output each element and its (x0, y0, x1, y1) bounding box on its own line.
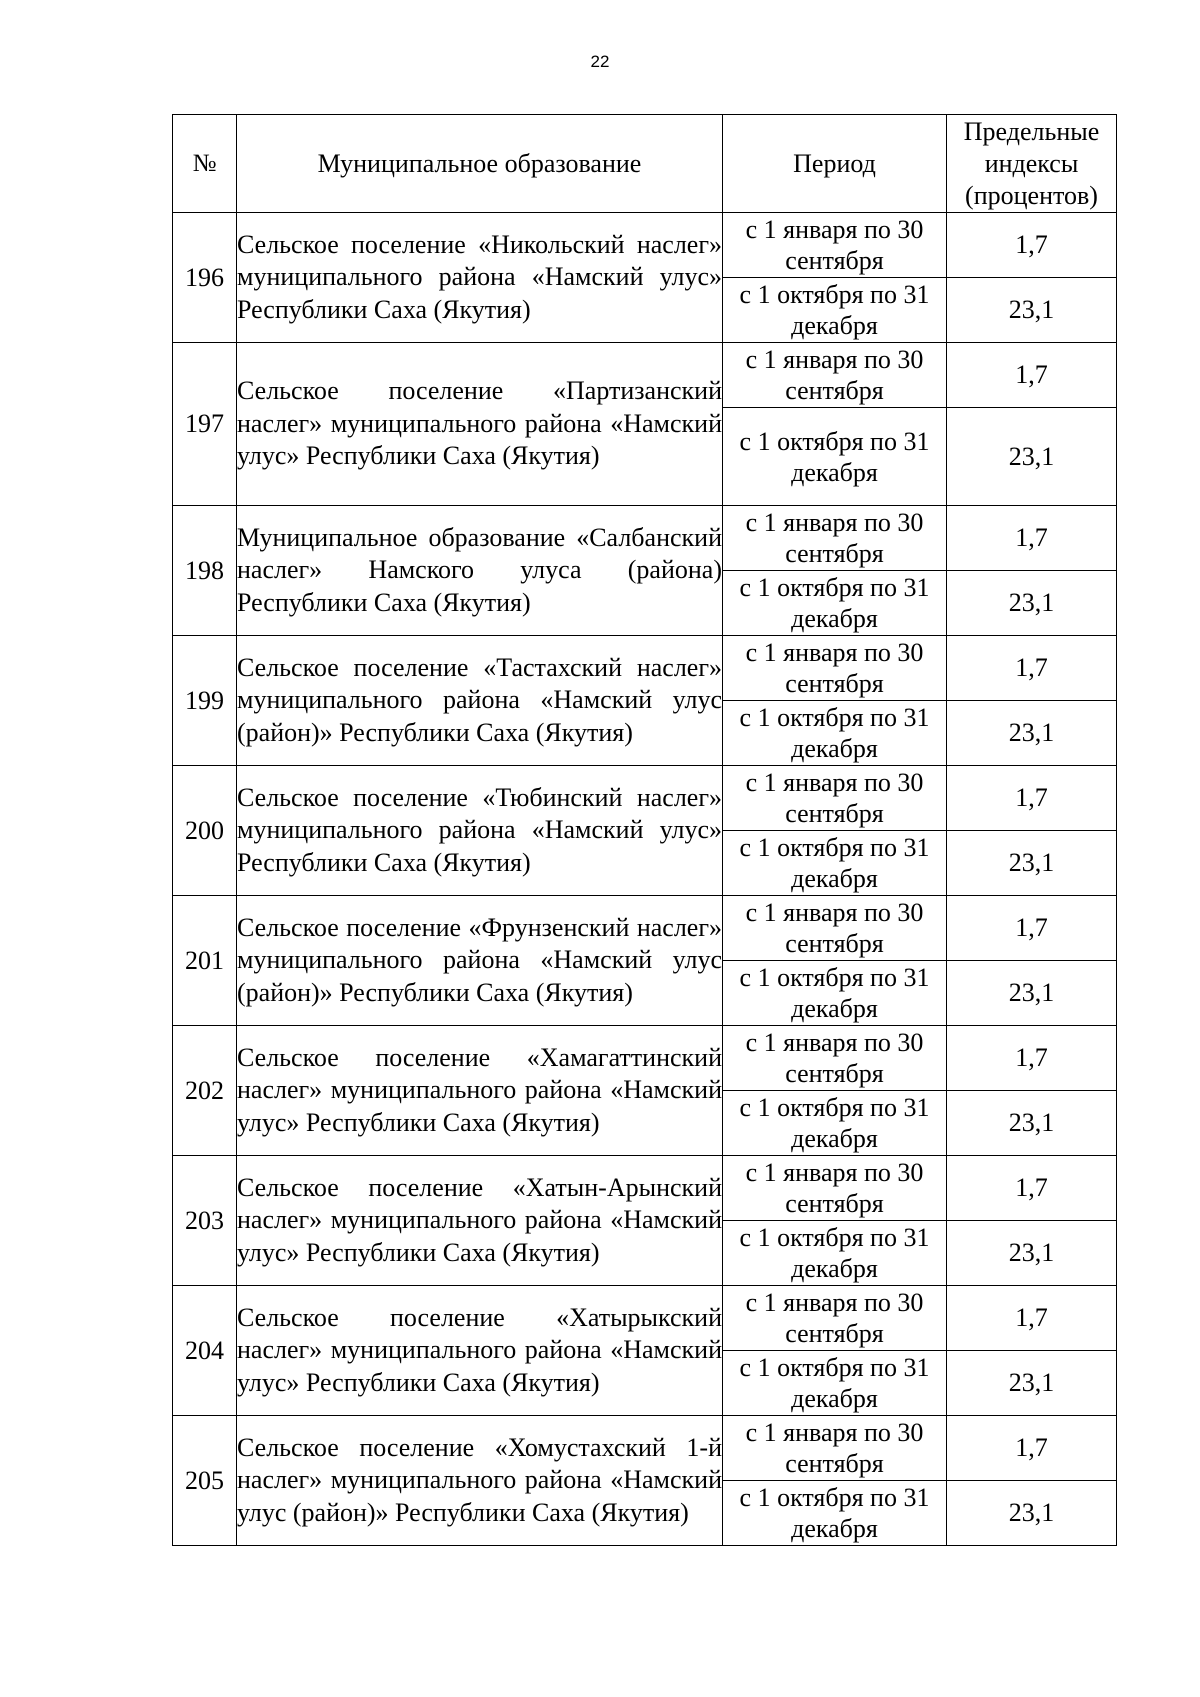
row-number: 198 (173, 506, 237, 636)
row-period: с 1 января по 30 сентября (723, 1286, 947, 1351)
row-index: 23,1 (947, 701, 1117, 766)
row-number: 205 (173, 1416, 237, 1546)
row-municipality: Сельское поселение «Фрунзенский наслег» муниципального района «Намский улус (район)» Республики Саха (Якутия) (237, 896, 723, 1026)
row-period: с 1 октября по 31 декабря (723, 1351, 947, 1416)
row-index: 23,1 (947, 961, 1117, 1026)
row-number: 202 (173, 1026, 237, 1156)
table-row (173, 1416, 1117, 1481)
row-municipality: Сельское поселение «Партизанский наслег» муниципального района «Намский улус» Республики Саха (Якутия) (237, 343, 723, 506)
row-period: с 1 октября по 31 декабря (723, 961, 947, 1026)
row-period: с 1 октября по 31 декабря (723, 408, 947, 506)
header-period: Период (723, 115, 947, 213)
row-index: 1,7 (947, 1026, 1117, 1091)
row-period: с 1 января по 30 сентября (723, 896, 947, 961)
row-index: 1,7 (947, 1286, 1117, 1351)
row-municipality: Сельское поселение «Хомустахский 1-й наслег» муниципального района «Намский улус (район)» Республики Саха (Якутия) (237, 1416, 723, 1546)
table-row (173, 1286, 1117, 1351)
row-period: с 1 октября по 31 декабря (723, 701, 947, 766)
row-municipality: Муниципальное образование «Салбанский наслег» Намского улуса (района) Республики Саха (Якутия) (237, 506, 723, 636)
row-index: 1,7 (947, 896, 1117, 961)
row-period: с 1 октября по 31 декабря (723, 571, 947, 636)
row-period: с 1 января по 30 сентября (723, 1026, 947, 1091)
row-index: 23,1 (947, 1221, 1117, 1286)
row-index: 23,1 (947, 571, 1117, 636)
row-index: 1,7 (947, 1156, 1117, 1221)
row-number: 201 (173, 896, 237, 1026)
row-municipality: Сельское поселение «Тюбинский наслег» муниципального района «Намский улус» Республики Саха (Якутия) (237, 766, 723, 896)
row-index: 1,7 (947, 1416, 1117, 1481)
table-row (173, 636, 1117, 701)
row-period: с 1 октября по 31 декабря (723, 1481, 947, 1546)
row-index: 23,1 (947, 831, 1117, 896)
row-number: 200 (173, 766, 237, 896)
row-number: 197 (173, 343, 237, 506)
table-row (173, 896, 1117, 961)
row-period: с 1 октября по 31 декабря (723, 1091, 947, 1156)
row-index: 23,1 (947, 408, 1117, 506)
page-number: 22 (590, 52, 610, 71)
row-index: 23,1 (947, 1351, 1117, 1416)
row-municipality: Сельское поселение «Тастахский наслег» муниципального района «Намский улус (район)» Республики Саха (Якутия) (237, 636, 723, 766)
header-municipality: Муниципальное образование (237, 115, 723, 213)
row-municipality: Сельское поселение «Хатын-Арынский наслег» муниципального района «Намский улус» Республики Саха (Якутия) (237, 1156, 723, 1286)
row-municipality: Сельское поселение «Хамагаттинский наслег» муниципального района «Намский улус» Республики Саха (Якутия) (237, 1026, 723, 1156)
row-index: 23,1 (947, 1481, 1117, 1546)
header-number: № (173, 115, 237, 213)
row-index: 1,7 (947, 636, 1117, 701)
row-period: с 1 января по 30 сентября (723, 636, 947, 701)
row-period: с 1 января по 30 сентября (723, 506, 947, 571)
table-row (173, 506, 1117, 571)
row-period: с 1 января по 30 сентября (723, 1156, 947, 1221)
row-period: с 1 января по 30 сентября (723, 213, 947, 278)
row-index: 1,7 (947, 506, 1117, 571)
table-row (173, 1156, 1117, 1221)
row-number: 196 (173, 213, 237, 343)
row-index: 1,7 (947, 766, 1117, 831)
row-period: с 1 января по 30 сентября (723, 766, 947, 831)
row-municipality: Сельское поселение «Хатырыкский наслег» муниципального района «Намский улус» Республики Саха (Якутия) (237, 1286, 723, 1416)
row-period: с 1 октября по 31 декабря (723, 1221, 947, 1286)
tariff-index-table (172, 114, 1117, 1546)
row-municipality: Сельское поселение «Никольский наслег» муниципального района «Намский улус» Республики Саха (Якутия) (237, 213, 723, 343)
row-index: 1,7 (947, 343, 1117, 408)
row-number: 204 (173, 1286, 237, 1416)
table-row (173, 766, 1117, 831)
row-index: 1,7 (947, 213, 1117, 278)
row-index: 23,1 (947, 278, 1117, 343)
row-period: с 1 января по 30 сентября (723, 1416, 947, 1481)
header-index: Предельные индексы (процентов) (947, 115, 1117, 213)
row-index: 23,1 (947, 1091, 1117, 1156)
table-row (173, 213, 1117, 278)
row-period: с 1 октября по 31 декабря (723, 831, 947, 896)
row-number: 203 (173, 1156, 237, 1286)
row-number: 199 (173, 636, 237, 766)
row-period: с 1 октября по 31 декабря (723, 278, 947, 343)
row-period: с 1 января по 30 сентября (723, 343, 947, 408)
table-row (173, 343, 1117, 408)
table-header-row (173, 115, 1117, 213)
table-row (173, 1026, 1117, 1091)
